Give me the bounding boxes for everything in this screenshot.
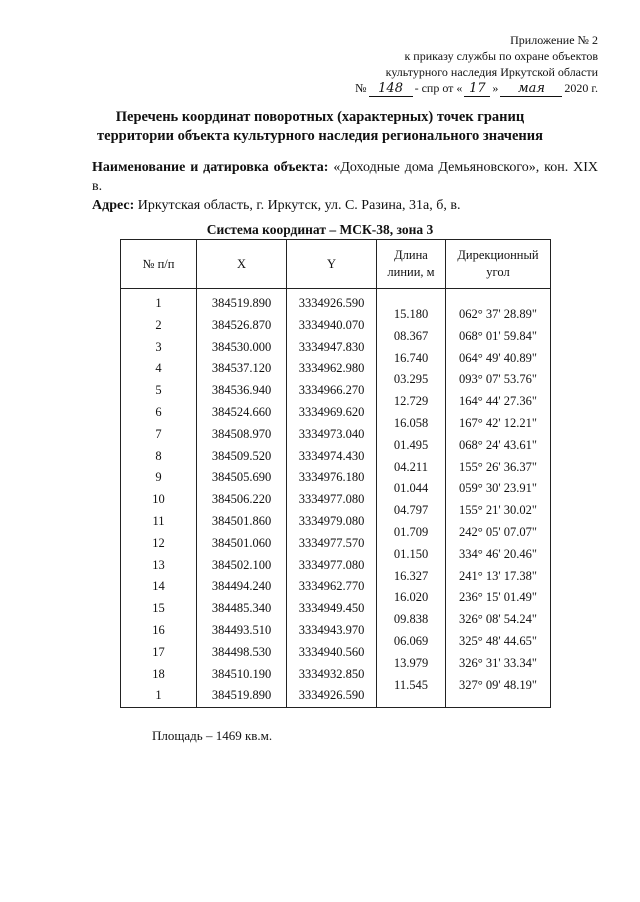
- segment-length: 16.740: [393, 350, 429, 365]
- close-quote: »: [492, 81, 499, 95]
- segment-angle: 062° 37' 28.89": [459, 307, 537, 321]
- header-angle: Дирекционный угол: [446, 240, 551, 289]
- segment-angle: 167° 42' 12.21": [459, 415, 537, 430]
- point-number: 14: [152, 579, 165, 594]
- point-y: 3334974.430: [298, 448, 365, 463]
- segment-length: 01.709: [393, 524, 429, 539]
- point-x: 384501.060: [211, 535, 272, 550]
- segment-angle: 068° 01' 59.84": [459, 328, 537, 343]
- segment-angle: 241° 13' 17.38": [459, 568, 537, 583]
- header-x: X: [197, 240, 287, 289]
- point-x: 384537.120: [211, 361, 272, 376]
- segment-angle: 334° 46' 20.46": [459, 546, 537, 561]
- segment-angle: 327° 09' 48.19": [459, 677, 537, 692]
- order-year: 2020 г.: [564, 81, 598, 95]
- point-y: 3334977.080: [298, 492, 365, 507]
- point-x: 384506.220: [211, 492, 272, 507]
- address-value: Иркутская область, г. Иркутск, ул. С. Разина, 31а, б, в.: [137, 198, 461, 213]
- title-line-1: Перечень координат поворотных (характерных) точек границ: [115, 109, 525, 125]
- segment-angle: 242° 05' 07.07": [459, 524, 537, 539]
- point-y: 3334962.980: [298, 361, 365, 376]
- point-x: 384519.890: [211, 296, 272, 310]
- appendix-header: [355, 32, 598, 97]
- point-y: 3334947.830: [298, 339, 365, 354]
- segment-length: 03.295: [393, 372, 429, 387]
- point-number: 8: [155, 448, 162, 463]
- segment-length: 08.367: [393, 328, 429, 343]
- segment-length: 06.069: [393, 633, 429, 648]
- point-y: 3334969.620: [298, 404, 365, 419]
- object-name-value: «Доходные дома Демьяновского», кон. XIX в.: [92, 160, 599, 194]
- appendix-line-2: к приказу службы по охране объектов: [404, 49, 598, 63]
- spacer: [446, 293, 550, 304]
- point-number: 17: [152, 644, 165, 659]
- point-y: 3334932.850: [298, 666, 365, 681]
- segment-angle: 236° 15' 01.49": [459, 590, 537, 605]
- order-reference: [355, 80, 598, 97]
- coordinate-system: Система координат – МСК-38, зона 3: [206, 222, 434, 237]
- point-x: 384505.690: [211, 470, 272, 485]
- point-number: 12: [152, 535, 165, 550]
- number-label: №: [355, 81, 367, 95]
- point-x: 384530.000: [211, 339, 272, 354]
- segment-length: 09.838: [393, 612, 429, 627]
- x-column: [197, 289, 287, 708]
- point-number: 18: [152, 666, 165, 681]
- point-y: 3334962.770: [298, 579, 365, 594]
- point-x: 384524.660: [211, 404, 272, 419]
- segment-length: 01.044: [393, 481, 429, 496]
- point-y: 3334977.570: [298, 535, 365, 550]
- segment-length: 01.495: [393, 437, 429, 452]
- point-x: 384501.860: [211, 513, 272, 528]
- segment-angle: 325° 48' 44.65": [459, 633, 537, 648]
- point-y: 3334976.180: [298, 470, 365, 485]
- point-number: 6: [155, 404, 162, 419]
- point-x: 384508.970: [211, 426, 272, 441]
- point-number: 5: [155, 383, 162, 398]
- header-y: Y: [287, 240, 377, 289]
- point-number: 9: [155, 470, 162, 485]
- point-x: 384485.340: [211, 601, 272, 616]
- order-day: 17: [464, 82, 490, 97]
- segment-length: 13.979: [393, 655, 429, 670]
- segment-length: 12.729: [393, 394, 429, 409]
- spacer: [377, 293, 445, 304]
- object-address: [92, 196, 460, 215]
- length-column: [377, 289, 446, 708]
- segment-length: 16.058: [393, 415, 429, 430]
- order-month: мая: [500, 82, 562, 97]
- point-y: 3334940.560: [298, 644, 365, 659]
- header-length: Длина линии, м: [377, 240, 446, 289]
- appendix-line-1: Приложение № 2: [510, 33, 598, 47]
- area-text: Площадь – 1469 кв.м.: [152, 728, 273, 743]
- segment-length: 01.150: [393, 546, 429, 561]
- appendix-line-3: культурного наследия Иркутской области: [385, 65, 598, 79]
- segment-length: 15.180: [393, 307, 429, 321]
- point-y: 3334973.040: [298, 426, 365, 441]
- point-number: 1: [155, 296, 162, 310]
- point-x: 384519.890: [211, 688, 272, 703]
- point-number: 3: [155, 339, 162, 354]
- point-number: 4: [155, 361, 162, 376]
- point-number: 1: [155, 688, 162, 703]
- point-y: 3334949.450: [298, 601, 365, 616]
- point-y: 3334926.590: [298, 688, 365, 703]
- point-x: 384502.100: [211, 557, 272, 572]
- point-y: 3334940.070: [298, 317, 365, 332]
- object-name: [92, 158, 598, 196]
- segment-angle: 326° 31' 33.34": [459, 655, 537, 670]
- object-name-label: Наименование и датировка объекта:: [92, 160, 329, 175]
- segment-angle: 068° 24' 43.61": [459, 437, 537, 452]
- segment-length: 11.545: [394, 677, 428, 692]
- segment-length: 16.020: [393, 590, 429, 605]
- point-y: 3334977.080: [298, 557, 365, 572]
- angle-column: [446, 289, 551, 708]
- segment-angle: 326° 08' 54.24": [459, 612, 537, 627]
- point-number: 11: [152, 513, 165, 528]
- point-number: 15: [152, 601, 165, 616]
- segment-angle: 155° 26' 36.37": [459, 459, 537, 474]
- point-x: 384526.870: [211, 317, 272, 332]
- point-x: 384536.940: [211, 383, 272, 398]
- point-x: 384493.510: [211, 622, 272, 637]
- point-number: 7: [155, 426, 162, 441]
- point-y: 3334926.590: [298, 296, 365, 310]
- segment-angle: 164° 44' 27.36": [459, 394, 537, 409]
- header-number: № п/п: [121, 240, 197, 289]
- segment-angle: 155° 21' 30.02": [459, 503, 537, 518]
- point-number: 16: [152, 622, 165, 637]
- address-label: Адрес:: [92, 198, 135, 213]
- point-x: 384510.190: [211, 666, 272, 681]
- table-header-row: [121, 240, 551, 289]
- point-y: 3334943.970: [298, 622, 365, 637]
- point-number-column: [121, 289, 197, 708]
- segment-length: 04.797: [393, 503, 429, 518]
- order-number: 148: [369, 82, 413, 97]
- point-x: 384494.240: [211, 579, 272, 594]
- y-column: [287, 289, 377, 708]
- coordinates-table: [120, 239, 551, 708]
- segment-length: 04.211: [394, 459, 428, 474]
- point-number: 13: [152, 557, 165, 572]
- point-y: 3334966.270: [298, 383, 365, 398]
- segment-angle: 059° 30' 23.91": [459, 481, 537, 496]
- segment-angle: 064° 49' 40.89": [459, 350, 537, 365]
- point-number: 10: [152, 492, 165, 507]
- segment-length: 16.327: [393, 568, 429, 583]
- point-number: 2: [155, 317, 162, 332]
- point-y: 3334979.080: [298, 513, 365, 528]
- point-x: 384498.530: [211, 644, 272, 659]
- table-body-row: [121, 289, 551, 708]
- point-x: 384509.520: [211, 448, 272, 463]
- title-line-2: территории объекта культурного наследия регионального значения: [97, 128, 543, 144]
- spr-label: - спр от «: [414, 81, 463, 95]
- segment-angle: 093° 07' 53.76": [459, 372, 537, 387]
- document-title: [0, 108, 640, 146]
